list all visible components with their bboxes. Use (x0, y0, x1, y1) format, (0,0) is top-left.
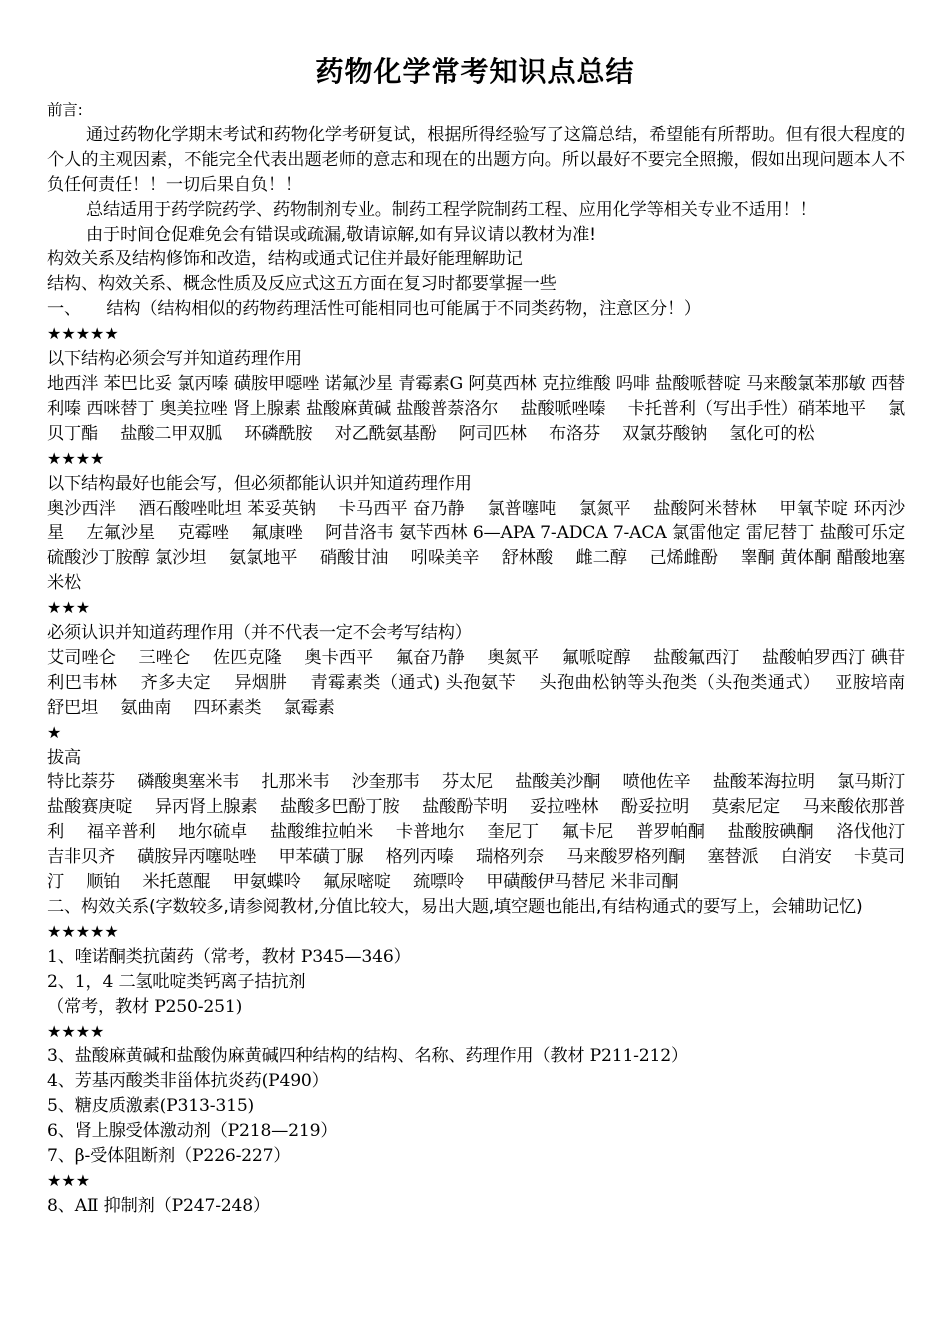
three-star-description: 必须认识并知道药理作用（并不代表一定不会考写结构） (47, 623, 472, 644)
preface-label: 前言: (47, 101, 83, 119)
preface-paragraph-3-text: 由于时间仓促难免会有错误或疏漏,敬请谅解, (86, 224, 420, 245)
five-star-description: 以下结构必须会写并知道药理作用 (47, 349, 302, 370)
five-aspects-line: 结构、构效关系、概念性质及反应式这五方面在复习时都要掌握一些 (47, 274, 557, 295)
sar-item-4: 4、芳基丙酸类非甾体抗炎药(P490） (47, 1071, 329, 1092)
preface-paragraph-3-note: 如有异议请以教材为准! (419, 224, 596, 245)
sar-item-5: 5、糖皮质激素(P313-315) (47, 1096, 255, 1117)
sar-item-3: 3、盐酸麻黄碱和盐酸伪麻黄碱四种结构的结构、名称、药理作用（教材 P211-212） (47, 1046, 688, 1067)
sar-four-star-rating: ★★★★ (47, 1021, 105, 1041)
sar-note-line: 构效关系及结构修饰和改造，结构或通式记住并最好能理解助记 (47, 249, 523, 270)
five-star-drug-list: 地西泮 苯巴比妥 氯丙嗪 磺胺甲噁唑 诺氟沙星 青霉素G 阿莫西林 克拉维酸 吗啡 盐酸哌替啶 马来酸氯苯那敏 西替利嗪 西咪替丁 奥美拉唑 肾上腺素 盐酸麻黄碱 盐酸普萘洛尔 盐酸哌唑嗪 卡托普利（写出手性）硝苯地平 氯贝丁酯 盐酸二甲双胍 环磷酰胺 对乙酰氨基酚 阿司匹林 布洛芬 双氯芬酸钠 氢化可的松 (47, 373, 905, 444)
sar-item-7: 7、β-受体阻断剂（P226-227） (47, 1146, 291, 1167)
preface-paragraph-2-text: 总结适用于药学院药学、药物制剂专业。 (86, 199, 392, 220)
five-star-rating: ★★★★★ (47, 324, 119, 344)
sar-item-6: 6、肾上腺受体激动剂（P218—219） (47, 1121, 338, 1142)
three-star-drug-list: 艾司唑仑 三唑仑 佐匹克隆 奥卡西平 氟奋乃静 奥氮平 氟哌啶醇 盐酸氟西汀 盐酸帕罗西汀 碘苷 利巴韦林 齐多夫定 异烟肼 青霉素类（通式) 头孢氨苄 头孢曲松钠等头孢类（头孢类通式） 亚胺培南 舒巴坦 氨曲南 四环素类 氯霉素 (47, 647, 928, 718)
preface-paragraph-3 (47, 223, 905, 248)
sar-item-2-reference: （常考，教材 P250-251) (47, 996, 243, 1017)
section-2-heading (47, 895, 905, 920)
sar-item-2: 2、1，4 二氢吡啶类钙离子拮抗剂 (47, 971, 306, 992)
section-2-note: (字数较多,请参阅教材,分值比较大，易出大题,填空题也能出,有结构通式的要写上，会辅助记忆) (148, 897, 863, 917)
section-2-title: 二、构效关系 (47, 897, 149, 917)
preface-paragraph-1: 通过药物化学期末考试和药物化学考研复试，根据所得经验写了这篇总结，希望能有所帮助。但有很大程度的个人的主观因素，不能完全代表出题老师的意志和现在的出题方向。所以最好不要完全照搬，假如出现问题本人不负任何责任！！一切后果自负！！ (47, 124, 905, 195)
preface-paragraph-2-note: 制药工程学院制药工程、应用化学等相关专业不适用！！ (391, 199, 817, 220)
document-body (47, 98, 928, 1219)
document-title: 药物化学常考知识点总结 (315, 55, 635, 88)
three-star-rating: ★★★ (47, 598, 91, 618)
section-1-heading: 一、 结构（结构相似的药物药理活性可能相同也可能属于不同类药物，注意区分！） (47, 299, 701, 320)
sar-three-star-rating: ★★★ (47, 1170, 91, 1190)
four-star-rating: ★★★★ (47, 448, 105, 468)
one-star-rating: ★ (47, 722, 62, 742)
one-star-drug-list: 特比萘芬 磷酸奥塞米韦 扎那米韦 沙奎那韦 芬太尼 盐酸美沙酮 喷他佐辛 盐酸苯海拉明 氯马斯汀 盐酸赛庚啶 异丙肾上腺素 盐酸多巴酚丁胺 盐酸酚苄明 妥拉唑林 酚妥拉明 莫索尼定 马来酸依那普利 福辛普利 地尔硫卓 盐酸维拉帕米 卡普地尔 奎尼丁 氟卡尼 普罗帕酮 盐酸胺碘酮 洛伐他汀 吉非贝齐 磺胺异丙噻哒唑 甲苯磺丁脲 格列丙嗪 瑞格列奈 马来酸罗格列酮 塞替派 白消安 卡莫司汀 顺铂 米托蒽醌 甲氨蝶呤 氟尿嘧啶 巯嘌呤 甲磺酸伊马替尼 米非司酮 (47, 772, 928, 893)
four-star-drug-list: 奥沙西泮 酒石酸唑吡坦 苯妥英钠 卡马西平 奋乃静 氯普噻吨 氯氮平 盐酸阿米替林 甲氧苄啶 环丙沙星 左氟沙星 克霉唑 氟康唑 阿昔洛韦 氨苄西林 6—APA 7-ADCA 7-ACA 氯雷他定 雷尼替丁 盐酸可乐定 硫酸沙丁胺醇 氯沙坦 氨氯地平 硝酸甘油 吲哚美辛 舒林酸 雌二醇 己烯雌酚 睾酮 黄体酮 醋酸地塞米松 (47, 498, 928, 594)
sar-item-8: 8、AⅡ 抑制剂（P247-248） (47, 1195, 271, 1216)
four-star-description: 以下结构最好也能会写，但必须都能认识并知道药理作用 (47, 473, 472, 494)
preface-paragraph-2 (47, 198, 905, 223)
sar-item-1: 1、喹诺酮类抗菌药（常考，教材 P345—346） (47, 946, 411, 967)
one-star-description: 拔高 (47, 747, 81, 768)
sar-five-star-rating: ★★★★★ (47, 921, 119, 941)
